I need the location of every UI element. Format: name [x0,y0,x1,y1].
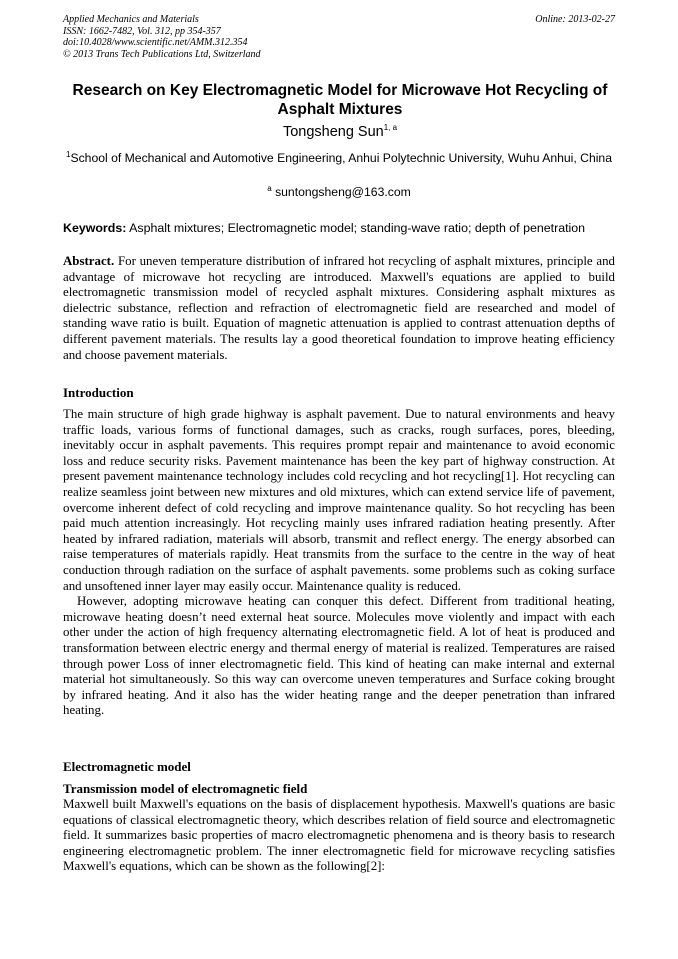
author-name: Tongsheng Sun [282,124,384,140]
transmission-model-body [63,797,615,875]
keywords-label: Keywords: [63,221,127,235]
journal-header [63,14,615,60]
electromagnetic-model-heading: Electromagnetic model [63,759,191,774]
introduction-heading: Introduction [63,385,134,400]
transmission-model-subheading: Transmission model of electromagnetic field [63,781,308,796]
affiliation-superscript: 1 [66,149,71,159]
email-address: suntongsheng@163.com [275,185,411,199]
abstract-text: For uneven temperature distribution of infrared hot recycling of asphalt mixtures, principle and advantage of microwave hot recycling are introduced. Maxwell's equations are applied to build electromagnetic transmission model of recycled asphalt mixtures. Considering asphalt mixtures as dielectric substance, reflection and refraction of electromagnetic field are researched and model of standing wave ratio is built. Equation of magnetic attenuation is applied to contrast attenuation depths of different pavement materials. The results lay a good theoretical foundation to improve heating efficiency and choose pavement materials. [63,254,615,362]
keywords-text: Asphalt mixtures; Electromagnetic model; standing-wave ratio; depth of penetration [129,221,586,235]
paper-title: Research on Key Electromagnetic Model for Microwave Hot Recycling of Asphalt Mixtures [72,82,608,118]
transmission-model-paragraph: Maxwell built Maxwell's equations on the basis of displacement hypothesis. Maxwell's quations are basic equations of classical electromagnetic theory, which describes relation of field source and electromagnetic field. It summarizes basic properties of macro electromagnetic phenomena and is theory basis to research engineering electromagnetic problem. The inner electromagnetic field for microwave recycling satisfies Maxwell's equations, which can be shown as the following[2]: [63,797,615,874]
email-superscript: a [267,183,272,193]
doi-line: doi:10.4028/www.scientific.net/AMM.312.354 [63,37,248,49]
author-email [63,184,615,200]
issn-line: ISSN: 1662-7482, Vol. 312, pp 354-357 [63,25,221,37]
copyright-line: © 2013 Trans Tech Publications Ltd, Switzerland [63,48,261,60]
author-superscript: 1, a [383,123,398,133]
abstract-label: Abstract. [63,254,115,268]
online-date: Online: 2013-02-27 [535,14,615,25]
author-line [60,123,620,141]
affiliation-text: School of Mechanical and Automotive Engineering, Anhui Polytechnic University, Wuhu Anhui, China [70,151,612,165]
affiliation [63,150,615,166]
introduction-paragraph-2: However, adopting microwave heating can conquer this defect. Different from traditional heating, microwave heating doesn’t need external heat source. Molecules move violently and impact with each other under the action of high frequency alternating electromagnetic field. A lot of heat is produced and transformation between electric energy and thermal energy of material is realized. Temperatures are raised through power Loss of inner electromagnetic field. This kind of heating can make internal and external material hot simultaneously. So this way can overcome uneven temperatures and Surface coking brought by infrared heating. And it also has the wider heating range and the deeper penetration than infrared heating. [63,594,615,718]
keywords [63,220,623,236]
introduction-body [63,407,615,719]
journal-name: Applied Mechanics and Materials [63,14,199,25]
abstract [63,254,615,363]
introduction-paragraph-1: The main structure of high grade highway is asphalt pavement. Due to natural environments and heavy traffic loads, various forms of functional damages, such as cracks, rough surfaces, pores, bleeding, inevitably occur in asphalt pavements. This requires prompt repair and maintenance to avoid economic loss and reduce security risks. Pavement maintenance has been the key part of highway construction. At present pavement maintenance technology includes cold recycling and hot recycling[1]. Hot recycling can realize seamless joint between new mixtures and old mixtures, which can extend service life of pavement, overcome inherent defect of cold recycling and improve maintenance quality. So hot recycling has been paid much attention increasingly. Hot recycling mainly uses infrared radiation heating presently. After heated by infrared radiation, materials will absorb, transmit and reflect energy. The energy absorbed can raise temperatures of materials rapidly. Heat transmits from the surface to the centre in the way of heat conduction through radiation on the surface of asphalt pavements. some problems such as coking surface and unsoftened inner layer may easily occur. Maintenance quality is reduced. [63,407,615,593]
